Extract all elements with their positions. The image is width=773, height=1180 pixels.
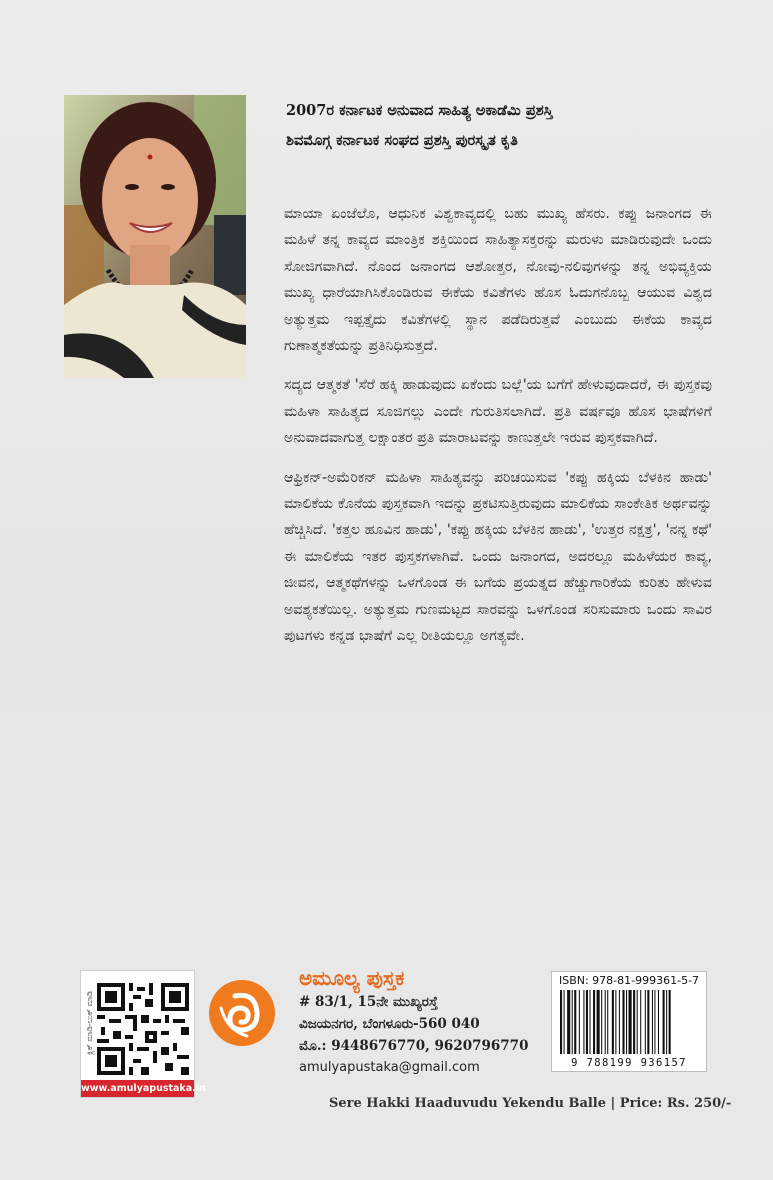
barcode-bar <box>589 990 590 1054</box>
barcode-icon <box>558 990 702 1058</box>
blurb <box>284 201 712 663</box>
barcode-bar <box>586 990 588 1054</box>
barcode-bar <box>583 990 584 1054</box>
barcode-bar <box>666 990 667 1054</box>
barcode-bar <box>615 990 616 1054</box>
publisher-logo-icon <box>207 978 277 1052</box>
barcode-bar <box>622 990 624 1054</box>
blurb-paragraph-3: ಆಫ್ರಿಕನ್-ಅಮೆರಿಕನ್ ಮಹಿಳಾ ಸಾಹಿತ್ಯವನ್ನು ಪರಿಚಯಿಸುವ 'ಕಪ್ಪು ಹಕ್ಕಿಯ ಬೆಳಕಿನ ಹಾಡು' ಮಾಲಿಕೆಯ ಕೊನೆಯ ಪುಸ್ತಕವಾಗಿ ಇದನ್ನು ಪ್ರಕಟಿಸುತ್ತಿರುವುದು ಮಾಲಿಕೆಯ ಸಾಂಕೇತಿಕ ಅರ್ಥವನ್ನು ಹೆಚ್ಚಿಸಿದೆ. 'ಕತ್ತಲ ಹೂವಿನ ಹಾಡು', 'ಕಪ್ಪು ಹಕ್ಕಿಯ ಬೆಳಕಿನ ಹಾಡು', 'ಉತ್ತರ ನಕ್ಷತ್ರ', 'ನನ್ನ ಕಥೆ' ಈ ಮಾಲಿಕೆಯ ಇತರ ಪುಸ್ತಕಗಳಾಗಿವೆ. ಒಂದು ಜನಾಂಗದ, ಅದರಲ್ಲೂ ಮಹಿಳೆಯರ ಕಾವ್ಯ, ಜೀವನ, ಆತ್ಮಕಥೆಗಳನ್ನು ಒಳಗೊಂಡ ಈ ಬಗೆಯ ಪ್ರಯತ್ನದ ಹೆಚ್ಚುಗಾರಿಕೆಯ ಕುರಿತು ಹೇಳುವ ಅವಶ್ಯಕತೆಯಿಲ್ಲ. ಅತ್ಯುತ್ತಮ ಗುಣಮಟ್ಟದ ಸಾರವನ್ನು ಒಳಗೊಂಡ ಸರಿಸುಮಾರು ಒಂದು ಸಾವಿರ ಪುಟಗಳು ಕನ್ನಡ ಭಾಷೆಗೆ ಎಲ್ಲ ರೀತಿಯಲ್ಲೂ ಅಗತ್ಯವೇ. <box>284 469 712 645</box>
barcode-bar <box>658 990 659 1054</box>
award-line-2: ಶಿವಮೊಗ್ಗ ಕರ್ನಾಟಕ ಸಂಘದ ಪ್ರಶಸ್ತಿ ಪುರಸ್ಕೃತ ಕೃತಿ <box>286 132 518 149</box>
barcode-bar <box>612 990 614 1054</box>
barcode-bar <box>640 990 641 1054</box>
barcode-bar <box>645 990 646 1054</box>
isbn-label: ISBN: 978-81-999361-5-7 <box>558 974 700 987</box>
barcode-bar <box>607 990 608 1054</box>
isbn-digits: 9 788199 936157 <box>571 1057 687 1069</box>
barcode-bar <box>669 990 671 1054</box>
award-line-1: 2007ರ ಕರ್ನಾಟಕ ಅನುವಾದ ಸಾಹಿತ್ಯ ಅಕಾಡೆಮಿ ಪ್ರಶಸ್ತಿ <box>286 102 553 119</box>
barcode-bar <box>619 990 620 1054</box>
barcode-bar <box>574 990 576 1054</box>
qr-code[interactable] <box>97 983 189 1079</box>
publisher-address-line-1: # 83/1, 15ನೇ ಮುಖ್ಯರಸ್ತೆ <box>299 994 438 1010</box>
publisher-phone: ಮೊ.: 9448676770, 9620796770 <box>299 1038 529 1054</box>
isbn-barcode-box <box>551 971 707 1072</box>
publisher-info <box>299 965 549 1079</box>
barcode-bar <box>597 990 600 1054</box>
barcode-bar <box>633 990 635 1054</box>
publisher-address-line-2: ವಿಜಯನಗರ, ಬೆಂಗಳೂರು-560 040 <box>299 1016 480 1032</box>
qr-code-card[interactable] <box>80 970 206 1098</box>
barcode-bar <box>637 990 638 1054</box>
blurb-paragraph-1: ಮಾಯಾ ಏಂಜೆಲೊ, ಆಧುನಿಕ ವಿಶ್ವಕಾವ್ಯದಲ್ಲಿ ಬಹು ಮುಖ್ಯ ಹೆಸರು. ಕಪ್ಪು ಜನಾಂಗದ ಈ ಮಹಿಳೆ ತನ್ನ ಕಾವ್ಯದ ಮಾಂತ್ರಿಕ ಶಕ್ತಿಯಿಂದ ಸಾಹಿತ್ಯಾಸಕ್ತರನ್ನು ಮರುಳು ಮಾಡಿರುವುದೇ ಒಂದು ಸೋಜಿಗವಾಗಿದೆ. ನೊಂದ ಜನಾಂಗದ ಆಶೋತ್ತರ, ನೋವು-ನಲಿವುಗಳನ್ನು ತನ್ನ ಅಭಿವ್ಯಕ್ತಿಯ ಮುಖ್ಯ ಧಾರೆಯಾಗಿಸಿಕೊಂಡಿರುವ ಈಕೆಯ ಕವಿತೆಗಳು ಹೊಸ ಓದುಗನೊಬ್ಬ ಆಯುವ ವಿಶ್ವದ ಅತ್ಯುತ್ತಮ ಇಪ್ಪತ್ತೈದು ಕವಿತೆಗಳಲ್ಲಿ ಸ್ಥಾನ ಪಡೆದಿರುತ್ತವೆ ಎಂಬುದು ಈಕೆಯ ಕಾವ್ಯದ ಗುಣಾತ್ಮಕತೆಯನ್ನು ಪ್ರತಿನಿಧಿಸುತ್ತದೆ. <box>284 206 712 355</box>
award-heading <box>286 96 726 156</box>
barcode-bar <box>593 990 595 1054</box>
barcode-bar <box>654 990 655 1054</box>
website-url[interactable]: www.amulyapustaka.in <box>81 1080 194 1097</box>
blurb-paragraph-2: ಸದ್ಯದ ಆತ್ಮಕತೆ 'ಸೆರೆ ಹಕ್ಕಿ ಹಾಡುವುದು ಏಕೆಂದು ಬಲ್ಲೆ'ಯ ಬಗೆಗೆ ಹೇಳುವುದಾದರೆ, ಈ ಪುಸ್ತಕವು ಮಹಿಳಾ ಸಾಹಿತ್ಯದ ಸೂಜಿಗಲ್ಲು ಎಂದೇ ಗುರುತಿಸಲಾಗಿದೆ. ಪ್ರತಿ ವರ್ಷವೂ ಹೊಸ ಭಾಷೆಗಳಿಗೆ ಅನುವಾದವಾಗುತ್ತ ಲಕ್ಷಾಂತರ ಪ್ರತಿ ಮಾರಾಟವನ್ನು ಕಾಣುತ್ತಲೇ ಇರುವ ಪುಸ್ತಕವಾಗಿದೆ. <box>284 377 712 447</box>
barcode-bar <box>663 990 665 1054</box>
barcode-bar <box>647 990 649 1054</box>
barcode-bar <box>560 990 562 1054</box>
barcode-bar <box>572 990 573 1054</box>
barcode-bar <box>567 990 570 1054</box>
qr-caption: ಕ್ಲಿಕ್ ಮಾಡಿ-ಬುಕ್ ಮಾಡಿ <box>85 991 94 1055</box>
barcode-bar <box>629 990 632 1054</box>
barcode-bar <box>626 990 627 1054</box>
barcode-bar <box>564 990 565 1054</box>
barcode-bar <box>601 990 602 1054</box>
barcode-bar <box>579 990 580 1054</box>
publisher-name: ಅಮೂಲ್ಯ ಪುಸ್ತಕ <box>299 966 405 990</box>
footer-title-price: Sere Hakki Haaduvudu Yekendu Balle | Price: Rs. 250/- <box>329 1096 732 1111</box>
author-photo <box>64 95 246 378</box>
publisher-email[interactable]: amulyapustaka@gmail.com <box>299 1060 480 1075</box>
barcode-bar <box>652 990 653 1054</box>
barcode-bar <box>605 990 606 1054</box>
